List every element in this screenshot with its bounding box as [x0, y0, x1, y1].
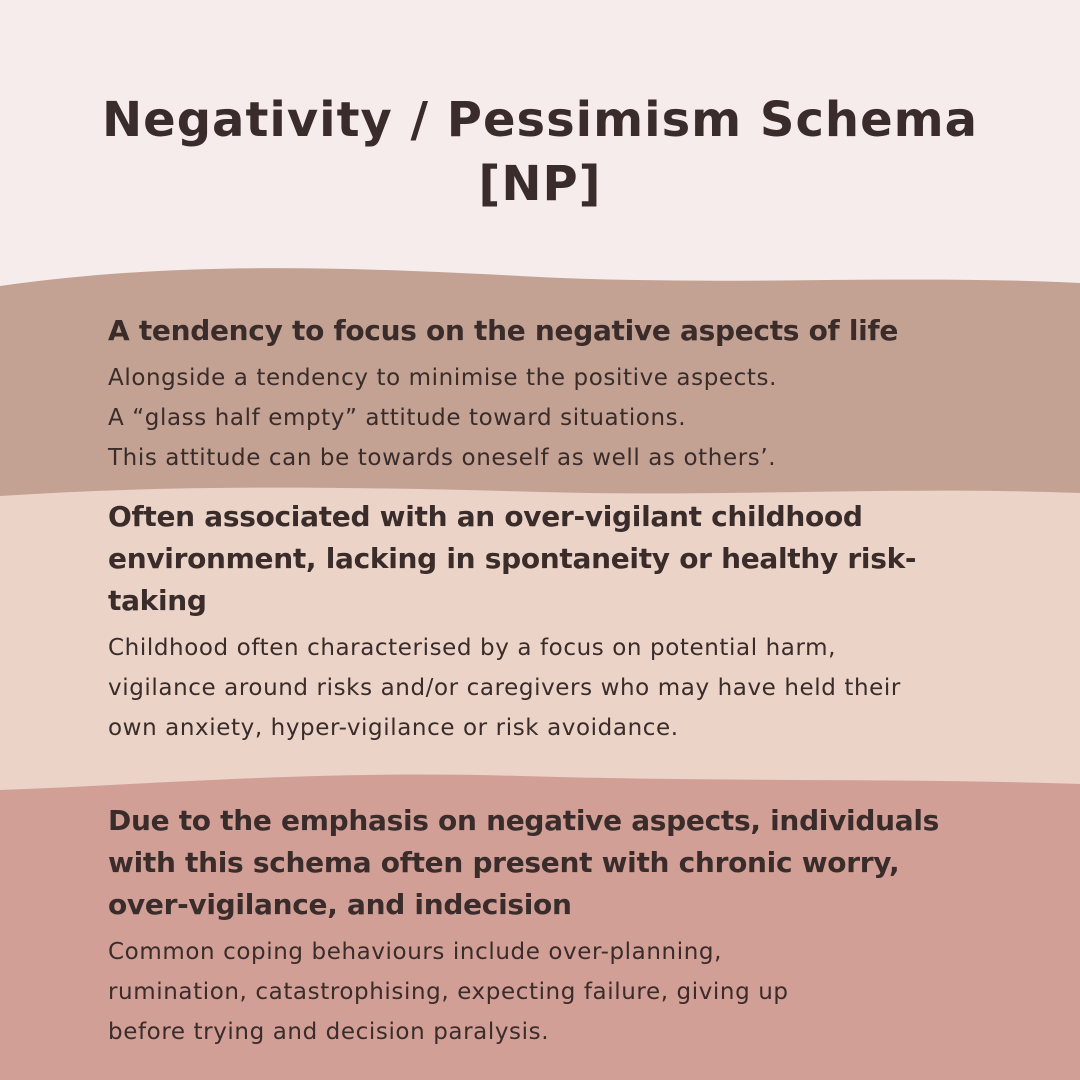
body-line: own anxiety, hyper-vigilance or risk avoidance.: [108, 715, 679, 741]
section-heading: A tendency to focus on the negative aspects of life: [108, 314, 899, 347]
title-line-1: Negativity / Pessimism Schema: [101, 92, 979, 148]
section-heading: Often associated with an over-vigilant childhood environment, lacking in spontaneity or healthy risk-taking: [108, 500, 917, 617]
section-negative-focus: [108, 310, 968, 478]
section-childhood-origins: [108, 496, 968, 748]
body-line: rumination, catastrophising, expecting failure, giving up: [108, 979, 789, 1005]
body-line: vigilance around risks and/or caregivers who may have held their: [108, 675, 901, 701]
section-presentation: [108, 800, 968, 1052]
body-line: Childhood often characterised by a focus on potential harm,: [108, 635, 837, 661]
body-line: Alongside a tendency to minimise the positive aspects.: [108, 365, 778, 391]
body-line: before trying and decision paralysis.: [108, 1019, 550, 1045]
body-line: Common coping behaviours include over-planning,: [108, 939, 722, 965]
body-line: This attitude can be towards oneself as well as others’.: [108, 445, 777, 471]
body-line: A “glass half empty” attitude toward situations.: [108, 405, 687, 431]
section-heading: Due to the emphasis on negative aspects, individuals with this schema often present with chronic worry, over-vigilance, and indecision: [108, 804, 939, 921]
section-body: [108, 628, 968, 748]
section-body: [108, 358, 968, 478]
page-title: [60, 88, 1020, 216]
section-body: [108, 932, 968, 1052]
title-line-2: [NP]: [478, 156, 602, 212]
